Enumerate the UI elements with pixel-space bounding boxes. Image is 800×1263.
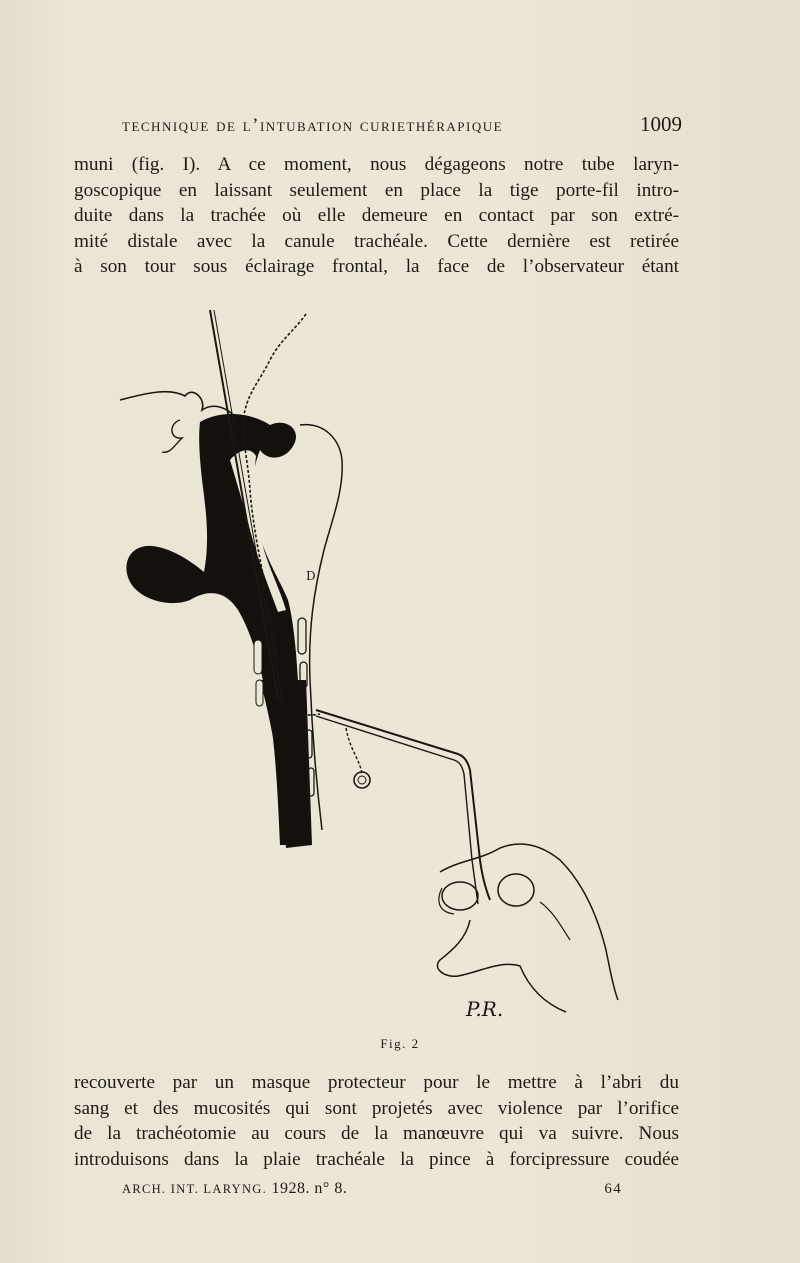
paragraph-bottom	[74, 1070, 679, 1172]
page-number: 1009	[640, 112, 682, 136]
signature-mark: P.R.	[466, 997, 504, 1021]
svg-text:D: D	[306, 569, 316, 583]
signature-mark: 64	[604, 1181, 622, 1197]
thread-loop	[346, 728, 362, 774]
larynx-black-mass	[126, 414, 304, 845]
text-line: introduisons dans la plaie trachéale la pince à forcipressure coudée	[74, 1148, 679, 1170]
figure-illustration	[110, 300, 630, 1030]
text-line: recouverte par un masque protecteur pour le mettre à l’abri du	[74, 1072, 679, 1093]
journal-year: 1928.	[271, 1180, 310, 1197]
text-line: à son tour sous éclairage frontal, la face de l’observateur étant	[74, 256, 679, 278]
text-line: de la trachéotomie au cours de la manœuvre qui va suivre. Nous	[74, 1123, 679, 1145]
journal-reference	[122, 1180, 347, 1198]
text-line: mité distale avec la canule trachéale. Cette dernière est retirée	[74, 230, 679, 252]
text-line: duite dans la trachée où elle demeure en contact par son extré-	[74, 205, 679, 227]
page-footer	[122, 1180, 622, 1198]
running-title: technique de l’intubation curiethérapique	[122, 115, 504, 136]
paragraph-top	[74, 152, 679, 280]
running-head	[122, 112, 682, 137]
trachea-black	[260, 680, 312, 848]
pharynx-outline	[120, 392, 236, 418]
text-line: goscopique en laissant seulement en place la tige porte-fil intro-	[74, 179, 679, 201]
forceps-arm	[316, 710, 490, 900]
text-line: sang et des mucosités qui sont projetés avec violence par l’orifice	[74, 1097, 679, 1119]
larynx-forceps-drawing	[110, 300, 630, 1030]
journal-name: ARCH. INT. LARYNG.	[122, 1182, 268, 1196]
journal-issue: n° 8.	[314, 1180, 348, 1197]
hand-outline	[437, 844, 618, 1012]
lip-outline	[162, 420, 182, 452]
text-line: muni (fig. I). A ce moment, nous dégageons notre tube laryn-	[74, 154, 679, 175]
figure-caption: Fig. 2	[380, 1036, 420, 1051]
